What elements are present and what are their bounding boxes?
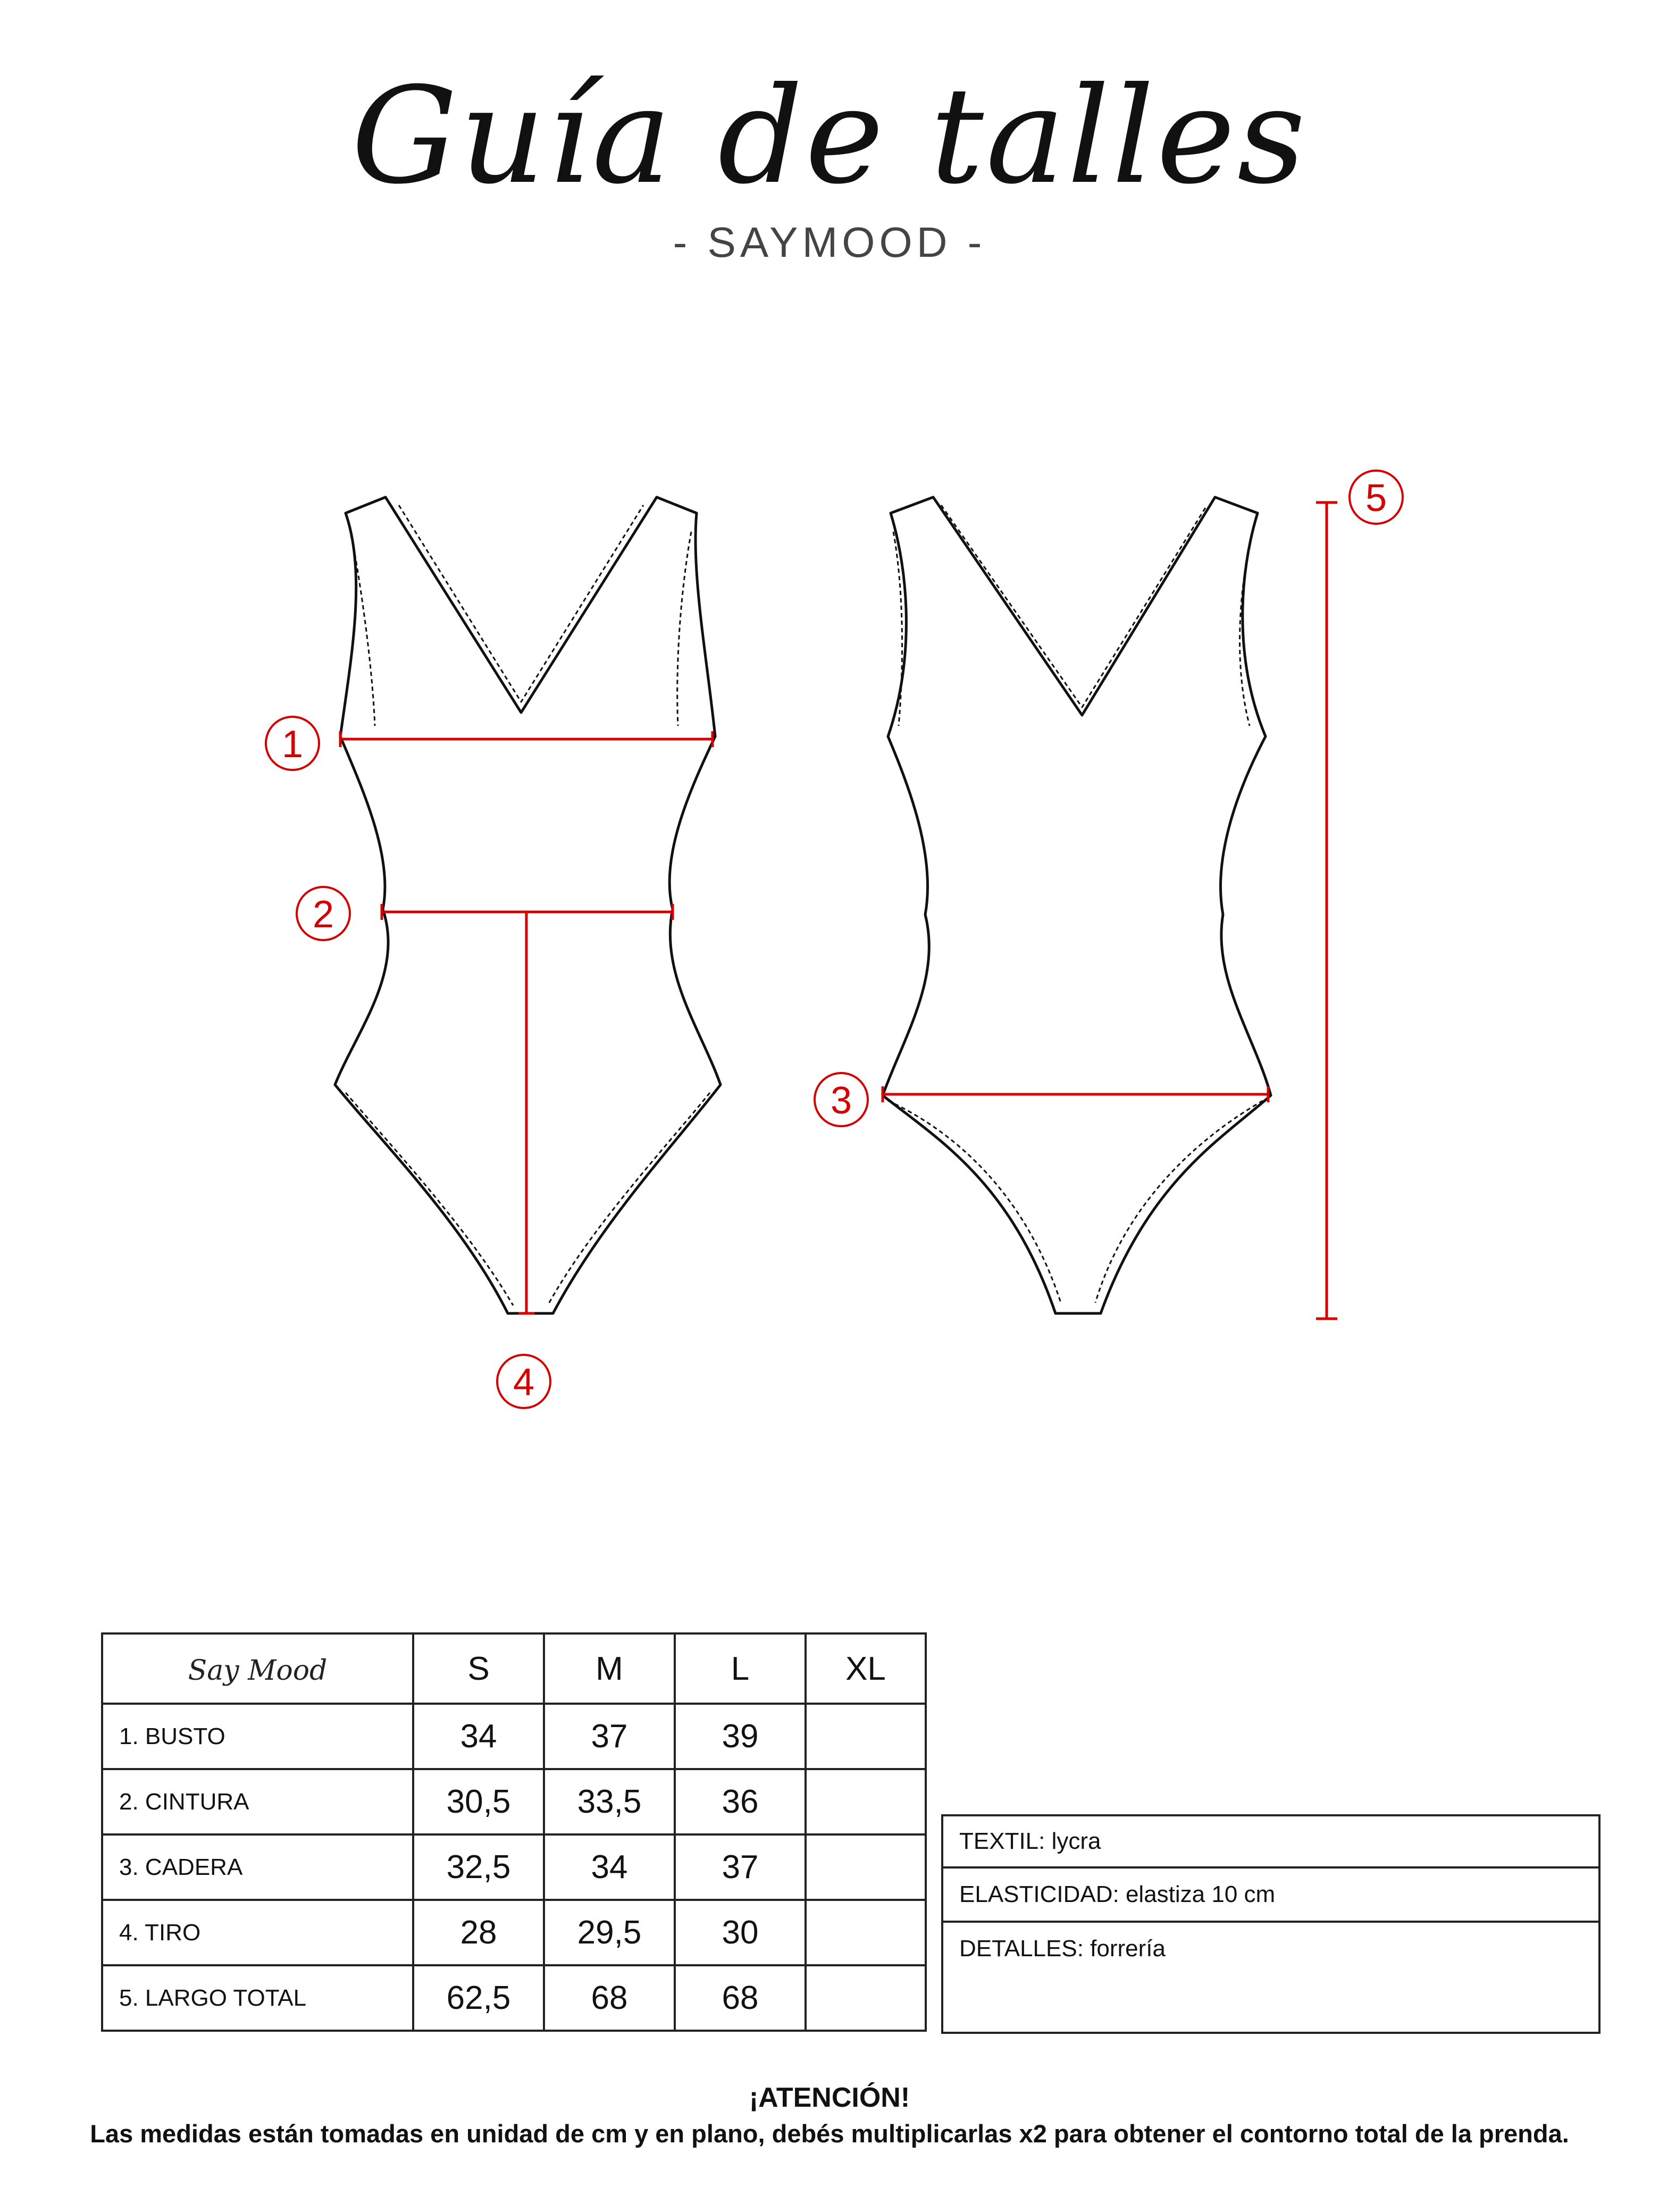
table-cell: 37 [675,1834,806,1900]
row-label: 5. LARGO TOTAL [102,1965,413,2031]
marker-2-label: 2 [312,893,334,936]
bust-measure-line [340,731,713,747]
table-cell [806,1769,926,1834]
size-table [101,1632,927,2032]
fabric-textil: TEXTIL: lycra [942,1815,1599,1867]
total-length-measure-line [1316,502,1337,1319]
table-row [102,1900,926,1965]
row-label: 4. TIRO [102,1900,413,1965]
table-cell [806,1965,926,2031]
table-cell: 68 [544,1965,675,2031]
marker-3-label: 3 [830,1079,852,1122]
table-cell: 29,5 [544,1900,675,1965]
fabric-info-table [941,1814,1601,2034]
notice-text: Las medidas están tomadas en unidad de cm y en plano, debés multiplicarlas x2 para obtener el contorno total de la prenda. [90,2119,1569,2148]
size-header-m: M [544,1633,675,1704]
table-cell [806,1834,926,1900]
marker-1-label: 1 [281,723,304,766]
table-cell [806,1900,926,1965]
brand-logo-cell [102,1633,413,1704]
table-cell: 28 [413,1900,544,1965]
info-row [942,1815,1599,1867]
table-row [102,1965,926,2031]
fabric-details: DETALLES: forrería [942,1922,1599,2033]
table-cell: 30,5 [413,1769,544,1834]
table-cell: 34 [544,1834,675,1900]
info-row [942,1867,1599,1922]
table-cell: 37 [544,1704,675,1769]
size-header-l: L [675,1633,806,1704]
rise-measure-line [518,912,534,1313]
table-cell: 68 [675,1965,806,2031]
table-cell: 36 [675,1769,806,1834]
table-cell: 34 [413,1704,544,1769]
table-cell: 30 [675,1900,806,1965]
fabric-elasticity: ELASTICIDAD: elastiza 10 cm [942,1867,1599,1922]
table-cell: 32,5 [413,1834,544,1900]
table-cell: 62,5 [413,1965,544,2031]
row-label: 2. CINTURA [102,1769,413,1834]
brand-subtitle: - SAYMOOD - [673,219,986,266]
row-label: 3. CADERA [102,1834,413,1900]
table-cell [806,1704,926,1769]
row-label: 1. BUSTO [102,1704,413,1769]
info-row [942,1922,1599,2033]
bodysuit-back-drawing [883,497,1271,1313]
table-row [102,1704,926,1769]
brand-logo: Say Mood [188,1654,328,1687]
table-row [102,1834,926,1900]
page-title: Guía de talles [351,58,1308,213]
notice-title: ¡ATENCIÓN! [749,2082,910,2113]
size-header-s: S [413,1633,544,1704]
hip-measure-line [883,1086,1268,1102]
table-row [102,1769,926,1834]
table-cell: 39 [675,1704,806,1769]
marker-4-label: 4 [513,1361,535,1404]
table-cell: 33,5 [544,1769,675,1834]
marker-5-label: 5 [1365,477,1387,520]
size-header-xl: XL [806,1633,926,1704]
size-table-header-row [102,1633,926,1704]
